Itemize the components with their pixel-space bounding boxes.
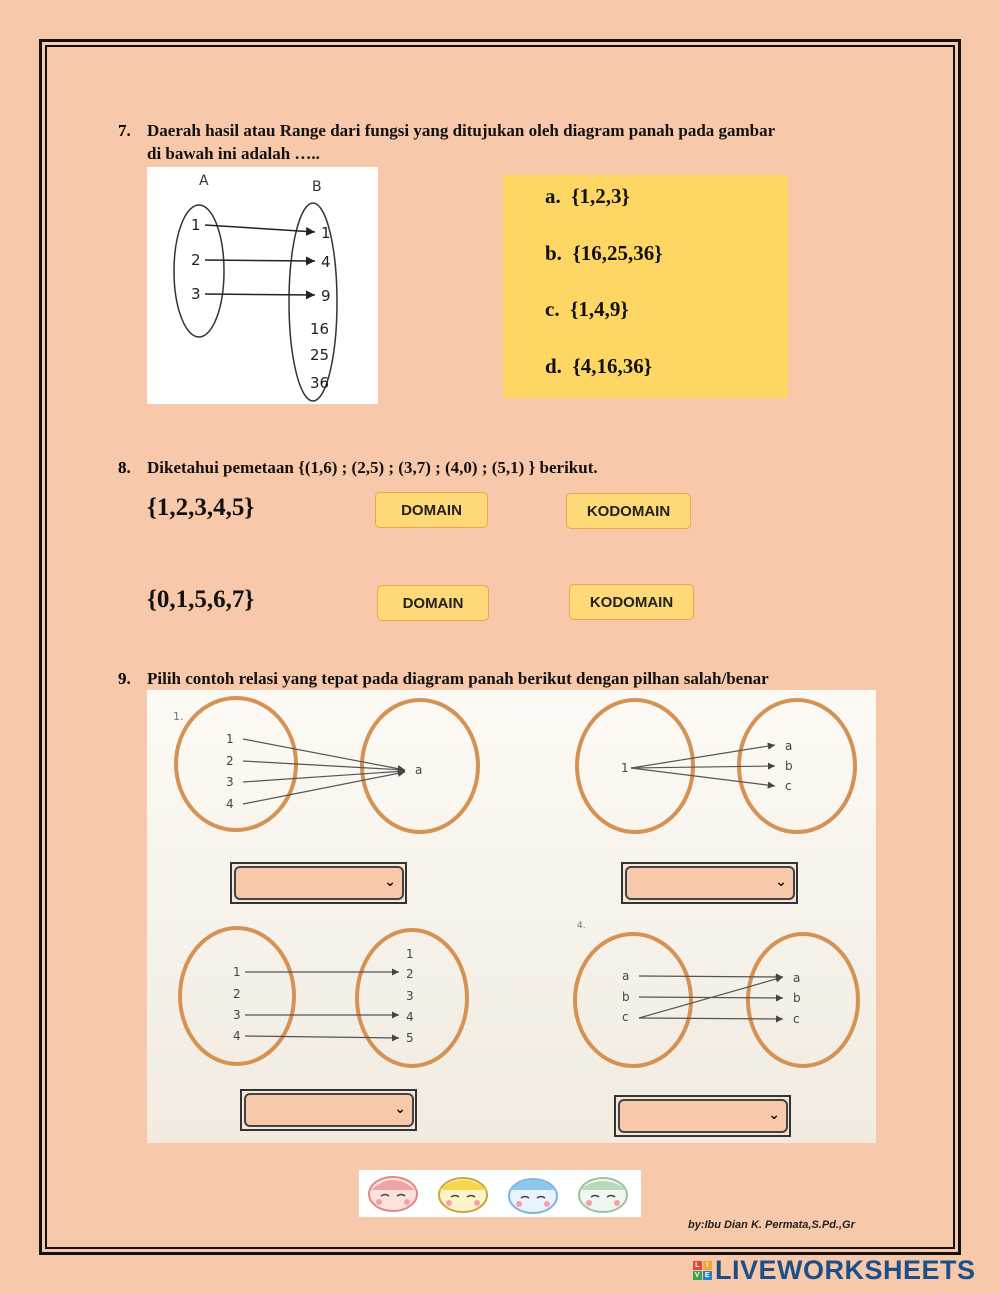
chevron-down-icon: ⌄ [775,874,787,890]
q7-b-item: 4 [321,253,331,271]
q9-d2-right-item: a [785,739,793,753]
face-icon [579,1178,627,1212]
q7-b-item: 1 [321,224,331,242]
q9-d2-select[interactable] [625,866,795,900]
q9-d1-right-item: a [415,763,423,777]
option-letter: d. [545,354,562,378]
q9-d4-left-item: a [622,969,630,983]
q7-option-a[interactable] [545,184,630,209]
q8-set-2: {0,1,5,6,7} [147,586,255,613]
q9-d3-left-item: 4 [233,1029,241,1043]
q7-a-item: 1 [191,216,201,234]
q9-d1-left-item: 3 [226,775,234,789]
face-icon [509,1179,557,1213]
option-value: {16,25,36} [572,241,663,265]
q9-text: Pilih contoh relasi yang tepat pada diagram panah berikut dengan pilhan salah/benar [147,669,769,688]
option-letter: a. [545,184,561,208]
q9-d3-right-item: 2 [406,967,414,981]
liveworksheets-logo-icon [693,1261,712,1280]
q7-set-b-label: B [312,179,322,195]
q9-d1-left-item: 4 [226,797,234,811]
q9-d3-right-item: 3 [406,989,414,1003]
q7-number: 7. [118,121,131,140]
q7-b-item: 36 [310,374,330,392]
q8-text: Diketahui pemetaan {(1,6) ; (2,5) ; (3,7) ; (4,0) ; (5,1) } berikut. [147,458,598,477]
q9-d4-right-item: c [793,1012,800,1026]
brand-name: LIVEWORKSHEETS [715,1255,976,1285]
q7-b-item: 25 [310,346,330,364]
q9-d3-select[interactable] [244,1093,414,1127]
chevron-down-icon: ⌄ [394,1101,406,1117]
option-value: {1,2,3} [571,184,630,208]
q7-b-item: 16 [310,320,330,338]
smiling-faces-image [359,1170,641,1217]
q9-d1-left-item: 2 [226,754,234,768]
q7-text-line2: di bawah ini adalah ….. [147,144,320,163]
option-letter: c. [545,297,560,321]
q9-d1-index: 1. [173,710,184,723]
q8-row1-domain-option[interactable]: DOMAIN [375,492,488,528]
option-letter: b. [545,241,562,265]
q7-option-b[interactable] [545,241,663,266]
q8-number: 8. [118,458,131,477]
q9-d4-select[interactable] [618,1099,788,1133]
q9-d4-right-item: a [793,971,801,985]
q9-d2-right-item: b [785,759,793,773]
q9-d4-left-item: b [622,990,630,1004]
q7-arrow-diagram [147,167,378,404]
q7-option-d[interactable] [545,354,652,379]
q9-d3-right-item: 1 [406,947,414,961]
q9-d3-select-frame [240,1089,417,1131]
q7-option-c[interactable] [545,297,629,322]
q9-d3-left-item: 3 [233,1008,241,1022]
q9-d3-left-item: 1 [233,965,241,979]
chevron-down-icon: ⌄ [768,1107,780,1123]
q9-diagrams-panel [147,690,876,1143]
q9-number: 9. [118,669,131,688]
q9-d4-index: 4. [577,921,586,931]
face-icon [369,1177,417,1211]
q9-d4-right-item: b [793,991,801,1005]
logo-letter: I [703,1261,712,1270]
chevron-down-icon: ⌄ [384,874,396,890]
q7-b-item: 9 [321,287,331,305]
logo-letter: L [693,1261,702,1270]
q9-d1-left-item: 1 [226,732,234,746]
q9-d4-select-frame [614,1095,791,1137]
q8-row2-kodomain-option[interactable]: KODOMAIN [569,584,694,620]
q8-row2-domain-option[interactable]: DOMAIN [377,585,489,621]
q9-d4-left-item: c [622,1010,629,1024]
face-icon [439,1178,487,1212]
q9-d3-right-item: 4 [406,1010,414,1024]
q9-d3-right-item: 5 [406,1031,414,1045]
logo-letter: V [694,1272,701,1279]
q9-d2-right-item: c [785,779,792,793]
q7-options-panel [503,175,788,398]
liveworksheets-brand[interactable] [693,1255,976,1286]
logo-letter: E [704,1272,711,1279]
option-value: {1,4,9} [570,297,629,321]
q8-row1-kodomain-option[interactable]: KODOMAIN [566,493,691,529]
q9-d2-left-item: 1 [621,761,629,775]
q9-d1-select[interactable] [234,866,404,900]
q7-a-item: 3 [191,285,201,303]
q9-d2-select-frame [621,862,798,904]
q7-a-item: 2 [191,251,201,269]
option-value: {4,16,36} [572,354,652,378]
q8-set-1: {1,2,3,4,5} [147,494,255,521]
q9-d3-left-item: 2 [233,987,241,1001]
q9-d1-select-frame [230,862,407,904]
q7-set-a-label: A [199,173,209,189]
q7-text-line1: Daerah hasil atau Range dari fungsi yang ditujukan oleh diagram panah pada gambar [147,121,776,140]
author-credit: by:Ibu Dian K. Permata,S.Pd.,Gr [688,1219,855,1231]
